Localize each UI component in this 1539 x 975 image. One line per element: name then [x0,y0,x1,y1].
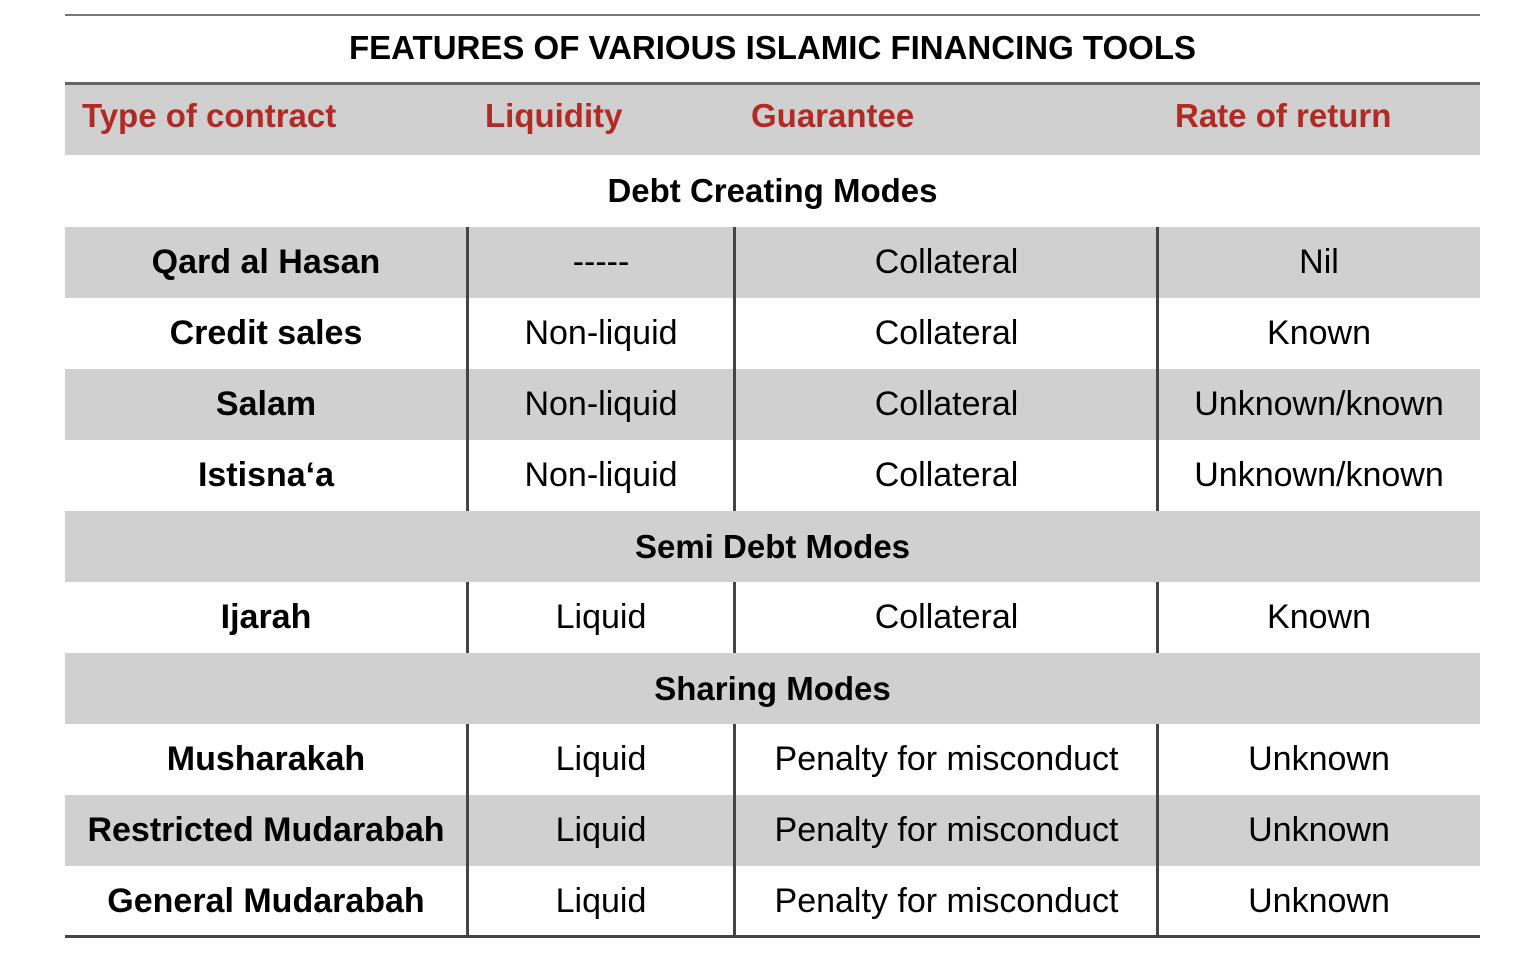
bottom-rule [65,935,1480,938]
column-divider [733,582,736,653]
section-label: Semi Debt Modes [634,528,911,565]
rate-cell: Known [1267,598,1371,636]
guarantee-cell: Collateral [874,314,1019,352]
table-row [65,227,1480,298]
guarantee-cell: Penalty for misconduct [774,740,1119,778]
header-type-of-contract: Type of contract [82,97,337,134]
table-row [65,582,1480,653]
guarantee-cell: Collateral [874,598,1019,636]
contract-cell: Credit sales [169,314,363,352]
column-divider [1156,582,1159,653]
rate-cell: Unknown [1248,882,1390,920]
section-label: Sharing Modes [654,670,891,707]
liquidity-cell: Liquid [555,882,647,920]
column-divider [466,724,469,937]
rate-cell: Unknown/known [1194,385,1444,423]
liquidity-cell: Liquid [555,740,647,778]
header-liquidity: Liquidity [485,97,623,134]
rate-cell: Unknown/known [1194,456,1444,494]
column-divider [466,227,469,511]
rate-cell: Nil [1299,243,1339,281]
liquidity-cell: Liquid [555,598,647,636]
contract-cell: Qard al Hasan [151,243,381,281]
section-row-sharing [65,653,1480,724]
table-row [65,795,1480,866]
table-row [65,369,1480,440]
rate-cell: Unknown [1248,811,1390,849]
guarantee-cell: Collateral [874,243,1019,281]
liquidity-cell: Liquid [555,811,647,849]
table-header [65,85,1480,155]
contract-cell: Istisna‘a [197,456,335,494]
column-divider [1156,227,1159,511]
section-row-semi-debt [65,511,1480,582]
column-divider [733,724,736,937]
section-row-debt-creating [65,155,1480,226]
contract-cell: Musharakah [166,740,366,778]
guarantee-cell: Penalty for misconduct [774,811,1119,849]
table-row [65,724,1480,795]
contract-cell: Ijarah [220,598,312,636]
liquidity-cell: Non-liquid [524,456,678,494]
liquidity-cell: ----- [572,243,630,281]
liquidity-cell: Non-liquid [524,385,678,423]
guarantee-cell: Collateral [874,385,1019,423]
column-divider [733,227,736,511]
column-divider [466,582,469,653]
table-row [65,866,1480,937]
column-divider [1156,724,1159,937]
header-guarantee: Guarantee [751,97,915,134]
top-rule [65,14,1480,16]
contract-cell: Salam [215,385,317,423]
rate-cell: Unknown [1248,740,1390,778]
contract-cell: Restricted Mudarabah [87,811,445,849]
header-rate-of-return: Rate of return [1175,97,1392,134]
liquidity-cell: Non-liquid [524,314,678,352]
rate-cell: Known [1267,314,1371,352]
section-label: Debt Creating Modes [607,172,938,209]
guarantee-cell: Collateral [874,456,1019,494]
contract-cell: General Mudarabah [107,882,425,920]
table-row [65,440,1480,511]
guarantee-cell: Penalty for misconduct [774,882,1119,920]
table-row [65,298,1480,369]
table-title: FEATURES OF VARIOUS ISLAMIC FINANCING TOOLS [348,29,1196,66]
